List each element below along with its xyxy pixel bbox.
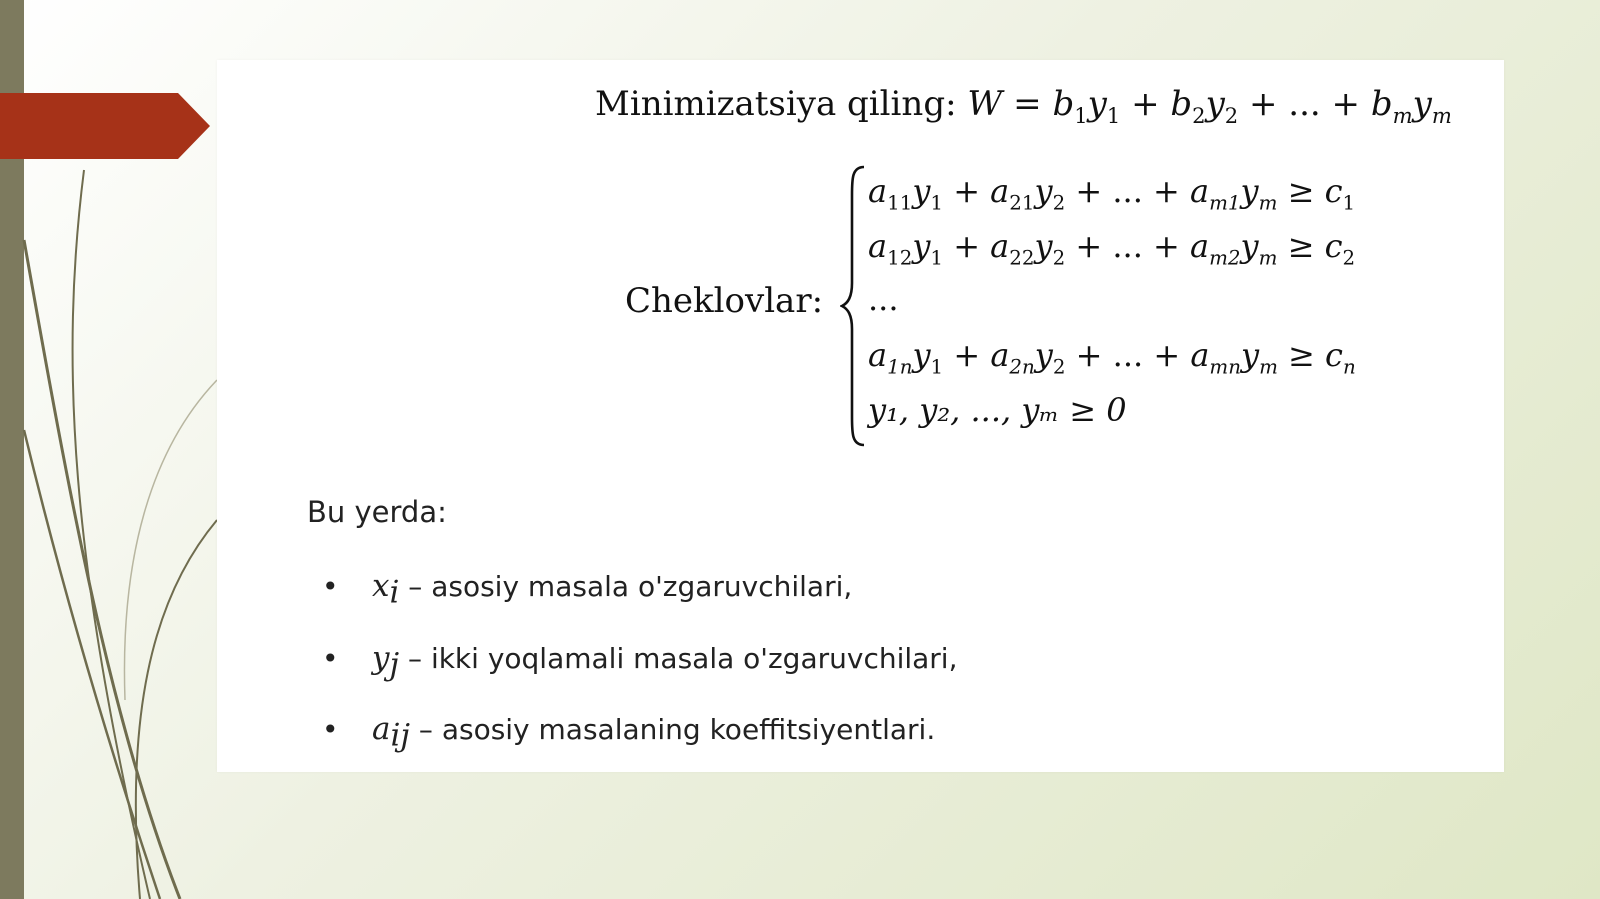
objective-label: Minimizatsiya qiling:	[595, 84, 957, 124]
objective-function: Minimizatsiya qiling: $W = b_1y_1 + b_2y_2$ + ... + $b_my_m$	[595, 84, 1452, 128]
constraint-row: $a_{1n}y_1 + a_{2n}y_2$ + ... + $a_{mn}y_m \ge c_n$	[868, 336, 1356, 379]
nonnegativity-constraint: y₁, y₂, ..., yₘ ≥ 0	[868, 391, 1127, 429]
bullet-icon: •	[322, 570, 339, 603]
arrow-shape	[0, 93, 210, 159]
definition-item: • $y_j$ – ikki yoqlamali masala o'zgaruvchilari,	[322, 640, 958, 683]
left-brace	[840, 165, 868, 447]
where-label: Bu yerda:	[307, 495, 447, 529]
bullet-icon: •	[322, 713, 339, 746]
bullet-icon: •	[322, 642, 339, 675]
constraint-row: $a_{11}y_1 + a_{21}y_2$ + ... + $a_{m1}y_m \ge c_1$	[868, 172, 1356, 215]
definition-item: • $a_{ij}$ – asosiy masalaning koeffitsiyentlari.	[322, 711, 936, 754]
constraint-row: $a_{12}y_1 + a_{22}y_2$ + ... + $a_{m2}y_m \ge c_2$	[868, 227, 1356, 270]
definition-item: • $x_i$ – asosiy masala o'zgaruvchilari,	[322, 568, 853, 611]
constraint-ellipsis: ...	[868, 280, 899, 318]
constraints-label: Cheklovlar:	[625, 281, 824, 321]
